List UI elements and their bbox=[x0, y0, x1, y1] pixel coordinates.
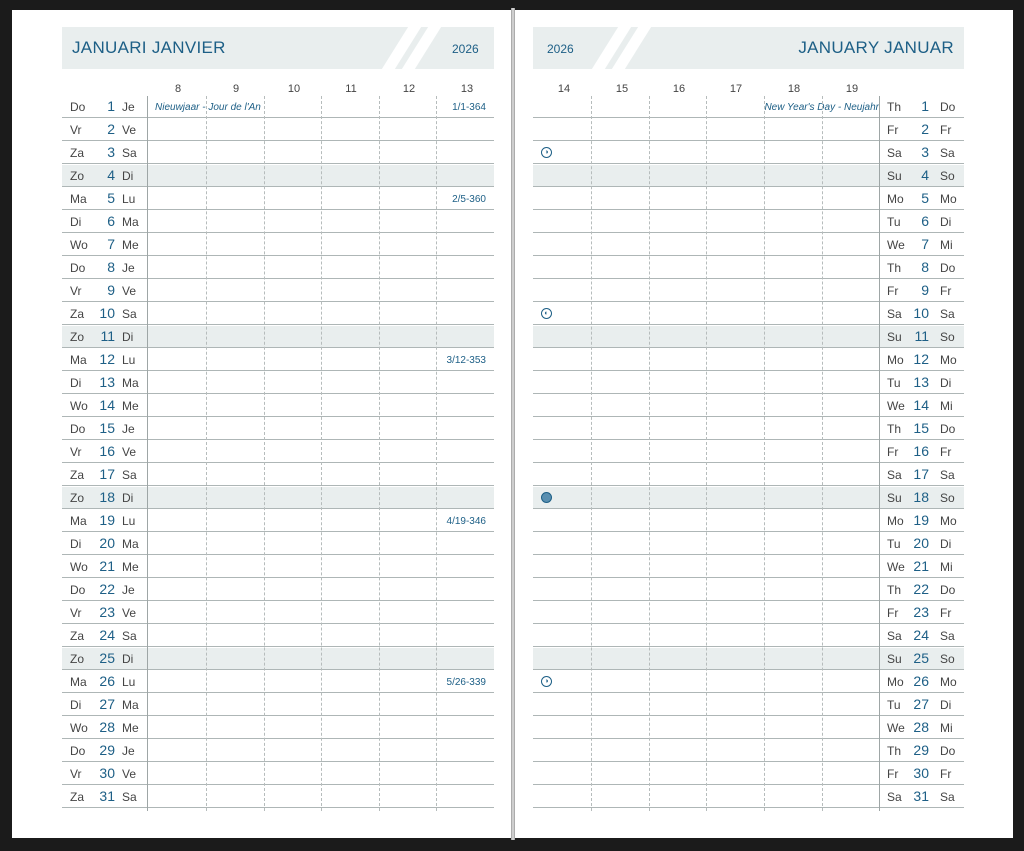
day-number: 8 bbox=[921, 259, 929, 275]
weekday-nl: Vr bbox=[70, 606, 82, 620]
weekday-nl: Ma bbox=[70, 192, 87, 206]
weekday-nl: Ma bbox=[70, 514, 87, 528]
weekday-de: Di bbox=[940, 215, 952, 229]
day-number: 28 bbox=[913, 719, 929, 735]
day-row[interactable] bbox=[533, 119, 964, 141]
day-number: 28 bbox=[99, 719, 115, 735]
day-number: 21 bbox=[99, 558, 115, 574]
day-row[interactable] bbox=[62, 556, 494, 578]
day-number: 22 bbox=[913, 581, 929, 597]
day-number: 1 bbox=[107, 98, 115, 114]
day-row[interactable] bbox=[62, 234, 494, 256]
day-row[interactable] bbox=[62, 96, 494, 118]
weekday-en: We bbox=[887, 560, 905, 574]
weekday-fr: Ve bbox=[122, 123, 137, 137]
week-number: 5/26-339 bbox=[446, 677, 486, 688]
day-row[interactable] bbox=[533, 579, 964, 601]
day-number: 13 bbox=[99, 374, 115, 390]
day-row[interactable] bbox=[62, 487, 494, 509]
day-row[interactable] bbox=[533, 257, 964, 279]
day-number: 11 bbox=[100, 328, 115, 344]
day-number: 3 bbox=[921, 144, 929, 160]
day-row[interactable] bbox=[533, 418, 964, 440]
day-number: 6 bbox=[107, 213, 115, 229]
hour-column-line bbox=[764, 96, 765, 811]
day-row[interactable] bbox=[62, 625, 494, 647]
weekday-de: Mo bbox=[940, 353, 957, 367]
day-number: 4 bbox=[921, 167, 929, 183]
weekday-fr: Sa bbox=[122, 629, 137, 643]
day-number: 19 bbox=[913, 512, 929, 528]
hour-column-line bbox=[436, 96, 437, 811]
weekday-en: Tu bbox=[887, 537, 901, 551]
weekday-fr: Me bbox=[122, 238, 139, 252]
day-number: 12 bbox=[913, 351, 929, 367]
day-number: 10 bbox=[99, 305, 115, 321]
weekday-en: Th bbox=[887, 100, 902, 114]
hour-label: 16 bbox=[672, 83, 686, 95]
day-row[interactable] bbox=[533, 763, 964, 785]
weekday-en: Mo bbox=[887, 675, 904, 689]
weekday-nl: Za bbox=[70, 790, 85, 804]
day-number: 21 bbox=[913, 558, 929, 574]
day-row[interactable] bbox=[62, 648, 494, 670]
day-number: 10 bbox=[913, 305, 929, 321]
weekday-nl: Ma bbox=[70, 353, 87, 367]
day-row[interactable] bbox=[533, 165, 964, 187]
weekday-en: Th bbox=[887, 744, 902, 758]
day-number: 12 bbox=[99, 351, 115, 367]
weekday-de: Mi bbox=[940, 560, 953, 574]
holiday-label: New Year's Day - Neujahr bbox=[764, 102, 879, 113]
weekday-de: Do bbox=[940, 261, 956, 275]
day-row[interactable] bbox=[533, 648, 964, 670]
day-number: 23 bbox=[99, 604, 115, 620]
weekday-fr: Ve bbox=[122, 284, 137, 298]
day-number: 4 bbox=[107, 167, 115, 183]
day-number: 26 bbox=[913, 673, 929, 689]
day-row[interactable] bbox=[533, 441, 964, 463]
first-quarter-moon-icon: ◑ bbox=[541, 147, 552, 158]
week-number: 2/5-360 bbox=[452, 194, 486, 205]
weekday-en: Sa bbox=[887, 629, 902, 643]
day-row[interactable] bbox=[533, 326, 964, 348]
weekday-en: Sa bbox=[887, 307, 902, 321]
hour-column-line bbox=[264, 96, 265, 811]
weekday-en: We bbox=[887, 399, 905, 413]
day-number: 2 bbox=[921, 121, 929, 137]
hour-column-line bbox=[649, 96, 650, 811]
weekday-nl: Vr bbox=[70, 445, 82, 459]
day-number: 30 bbox=[99, 765, 115, 781]
day-number: 13 bbox=[913, 374, 929, 390]
day-row[interactable] bbox=[62, 602, 494, 624]
weekday-de: Mi bbox=[940, 399, 953, 413]
hour-label: 9 bbox=[232, 83, 240, 95]
weekday-en: Fr bbox=[887, 445, 899, 459]
weekday-en: Mo bbox=[887, 192, 904, 206]
day-row[interactable] bbox=[533, 487, 964, 509]
day-row[interactable] bbox=[533, 556, 964, 578]
day-row[interactable] bbox=[533, 142, 964, 164]
day-number: 14 bbox=[99, 397, 115, 413]
day-row[interactable] bbox=[62, 579, 494, 601]
week-number: 1/1-364 bbox=[452, 102, 486, 113]
weekday-en: Tu bbox=[887, 376, 901, 390]
weekday-de: Di bbox=[940, 376, 952, 390]
weekday-de: Sa bbox=[940, 146, 955, 160]
day-row[interactable] bbox=[62, 786, 494, 808]
day-number: 27 bbox=[99, 696, 115, 712]
weekday-en: Fr bbox=[887, 123, 899, 137]
day-row[interactable] bbox=[533, 211, 964, 233]
weekday-fr: Sa bbox=[122, 468, 137, 482]
right-page bbox=[515, 10, 1013, 838]
weekday-en: We bbox=[887, 238, 905, 252]
left-year: 2026 bbox=[452, 42, 479, 56]
day-row[interactable] bbox=[533, 671, 964, 693]
hour-column-line bbox=[706, 96, 707, 811]
day-number: 14 bbox=[913, 397, 929, 413]
day-row[interactable] bbox=[62, 533, 494, 555]
day-number: 31 bbox=[913, 788, 929, 804]
hour-label: 10 bbox=[287, 83, 301, 95]
day-number: 9 bbox=[107, 282, 115, 298]
day-number: 29 bbox=[913, 742, 929, 758]
day-number: 26 bbox=[99, 673, 115, 689]
weekday-de: So bbox=[940, 652, 955, 666]
weekday-de: Fr bbox=[940, 606, 952, 620]
weekday-de: Do bbox=[940, 583, 956, 597]
weekday-nl: Do bbox=[70, 422, 86, 436]
weekday-en: Fr bbox=[887, 284, 899, 298]
day-number: 5 bbox=[921, 190, 929, 206]
weekday-en: Su bbox=[887, 652, 902, 666]
hour-label: 8 bbox=[174, 83, 182, 95]
new-moon-icon: ◑ bbox=[541, 676, 552, 687]
day-row[interactable] bbox=[533, 602, 964, 624]
weekday-de: Sa bbox=[940, 790, 955, 804]
day-number: 3 bbox=[107, 144, 115, 160]
day-number: 27 bbox=[913, 696, 929, 712]
weekday-nl: Wo bbox=[70, 560, 88, 574]
weekday-en: Fr bbox=[887, 606, 899, 620]
weekday-en: Sa bbox=[887, 146, 902, 160]
day-number: 23 bbox=[913, 604, 929, 620]
weekday-nl: Di bbox=[70, 376, 82, 390]
weekday-nl: Do bbox=[70, 261, 86, 275]
hour-column-line bbox=[147, 96, 148, 811]
left-month-title: JANUARI JANVIER bbox=[72, 38, 226, 57]
day-number: 16 bbox=[913, 443, 929, 459]
weekday-nl: Di bbox=[70, 698, 82, 712]
weekday-en: Th bbox=[887, 261, 902, 275]
weekday-en: Su bbox=[887, 169, 902, 183]
day-row[interactable] bbox=[533, 510, 964, 532]
day-number: 20 bbox=[99, 535, 115, 551]
day-row[interactable] bbox=[62, 694, 494, 716]
weekday-fr: Je bbox=[122, 261, 135, 275]
day-number: 8 bbox=[107, 259, 115, 275]
weekday-fr: Di bbox=[122, 169, 134, 183]
day-number: 7 bbox=[107, 236, 115, 252]
weekday-nl: Za bbox=[70, 307, 85, 321]
weekday-de: Di bbox=[940, 537, 952, 551]
weekday-en: Tu bbox=[887, 698, 901, 712]
weekday-nl: Wo bbox=[70, 721, 88, 735]
full-moon-icon bbox=[541, 492, 552, 503]
weekday-en: Su bbox=[887, 330, 902, 344]
weekday-de: So bbox=[940, 169, 955, 183]
weekday-fr: Di bbox=[122, 330, 134, 344]
day-row[interactable] bbox=[533, 234, 964, 256]
day-row[interactable] bbox=[62, 165, 494, 187]
day-row[interactable] bbox=[533, 372, 964, 394]
weekday-de: Mo bbox=[940, 192, 957, 206]
day-row[interactable] bbox=[62, 188, 494, 210]
day-number: 18 bbox=[99, 489, 115, 505]
weekday-en: Mo bbox=[887, 353, 904, 367]
day-number: 31 bbox=[99, 788, 115, 804]
weekday-nl: Zo bbox=[70, 330, 85, 344]
weekday-fr: Ve bbox=[122, 445, 137, 459]
weekday-fr: Je bbox=[122, 583, 135, 597]
weekday-nl: Do bbox=[70, 583, 86, 597]
day-number: 17 bbox=[913, 466, 929, 482]
weekday-de: Fr bbox=[940, 123, 952, 137]
day-row[interactable] bbox=[62, 372, 494, 394]
day-row[interactable] bbox=[62, 441, 494, 463]
left-month-header bbox=[62, 27, 494, 69]
day-row[interactable] bbox=[62, 326, 494, 348]
day-row[interactable] bbox=[533, 395, 964, 417]
hour-label: 17 bbox=[729, 83, 743, 95]
weekday-nl: Wo bbox=[70, 399, 88, 413]
weekday-de: Mo bbox=[940, 675, 957, 689]
day-number: 1 bbox=[921, 98, 929, 114]
weekday-de: Fr bbox=[940, 284, 952, 298]
day-row[interactable] bbox=[62, 257, 494, 279]
day-number: 24 bbox=[99, 627, 115, 643]
day-row[interactable] bbox=[533, 740, 964, 762]
weekday-nl: Do bbox=[70, 100, 86, 114]
day-number: 20 bbox=[913, 535, 929, 551]
day-number: 7 bbox=[921, 236, 929, 252]
day-row[interactable] bbox=[62, 418, 494, 440]
weekday-fr: Lu bbox=[122, 192, 136, 206]
weekday-fr: Me bbox=[122, 399, 139, 413]
day-row[interactable] bbox=[62, 395, 494, 417]
weekday-de: Do bbox=[940, 744, 956, 758]
day-number: 25 bbox=[913, 650, 929, 666]
day-row[interactable] bbox=[533, 96, 964, 118]
weekday-en: Su bbox=[887, 491, 902, 505]
day-number: 9 bbox=[921, 282, 929, 298]
weekday-nl: Wo bbox=[70, 238, 88, 252]
weekday-de: Di bbox=[940, 698, 952, 712]
day-number: 15 bbox=[99, 420, 115, 436]
weekday-nl: Zo bbox=[70, 652, 85, 666]
weekday-nl: Di bbox=[70, 537, 82, 551]
day-row[interactable] bbox=[533, 303, 964, 325]
weekday-de: So bbox=[940, 330, 955, 344]
weekday-fr: Je bbox=[122, 744, 135, 758]
hour-column-line bbox=[321, 96, 322, 811]
right-month-header bbox=[533, 27, 964, 69]
weekday-de: Sa bbox=[940, 629, 955, 643]
hour-column-line bbox=[822, 96, 823, 811]
day-number: 24 bbox=[913, 627, 929, 643]
day-row[interactable] bbox=[533, 786, 964, 808]
weekday-fr: Ma bbox=[122, 537, 139, 551]
day-row[interactable] bbox=[62, 763, 494, 785]
day-row[interactable] bbox=[62, 142, 494, 164]
day-row[interactable] bbox=[62, 211, 494, 233]
weekday-de: Mo bbox=[940, 514, 957, 528]
day-row[interactable] bbox=[62, 671, 494, 693]
day-row[interactable] bbox=[62, 464, 494, 486]
weekday-en: We bbox=[887, 721, 905, 735]
weekday-en: Sa bbox=[887, 468, 902, 482]
weekday-fr: Sa bbox=[122, 790, 137, 804]
weekday-de: Sa bbox=[940, 468, 955, 482]
weekday-de: Fr bbox=[940, 445, 952, 459]
day-number: 22 bbox=[99, 581, 115, 597]
hour-label: 13 bbox=[460, 83, 474, 95]
weekday-nl: Zo bbox=[70, 491, 85, 505]
weekday-de: So bbox=[940, 491, 955, 505]
day-number: 5 bbox=[107, 190, 115, 206]
weekday-nl: Di bbox=[70, 215, 82, 229]
weekday-de: Do bbox=[940, 100, 956, 114]
weekday-fr: Ma bbox=[122, 215, 139, 229]
weekday-en: Fr bbox=[887, 767, 899, 781]
day-number: 6 bbox=[921, 213, 929, 229]
weekday-fr: Lu bbox=[122, 675, 136, 689]
holiday-label: Nieuwjaar - Jour de l'An bbox=[155, 102, 261, 113]
day-row[interactable] bbox=[533, 625, 964, 647]
weekday-fr: Lu bbox=[122, 514, 136, 528]
day-number: 19 bbox=[99, 512, 115, 528]
hour-column-line bbox=[879, 96, 880, 811]
weekday-fr: Di bbox=[122, 652, 134, 666]
day-row[interactable] bbox=[533, 694, 964, 716]
hour-column-line bbox=[379, 96, 380, 811]
weekday-en: Tu bbox=[887, 215, 901, 229]
day-row[interactable] bbox=[62, 510, 494, 532]
weekday-fr: Ma bbox=[122, 698, 139, 712]
day-number: 30 bbox=[913, 765, 929, 781]
weekday-fr: Sa bbox=[122, 146, 137, 160]
weekday-nl: Za bbox=[70, 468, 85, 482]
day-number: 29 bbox=[99, 742, 115, 758]
weekday-fr: Lu bbox=[122, 353, 136, 367]
weekday-fr: Sa bbox=[122, 307, 137, 321]
day-number: 11 bbox=[914, 328, 929, 344]
day-row[interactable] bbox=[62, 303, 494, 325]
day-number: 15 bbox=[913, 420, 929, 436]
day-row[interactable] bbox=[62, 349, 494, 371]
weekday-nl: Za bbox=[70, 146, 85, 160]
hour-label: 14 bbox=[557, 83, 571, 95]
hour-label: 19 bbox=[845, 83, 859, 95]
weekday-de: Do bbox=[940, 422, 956, 436]
weekday-fr: Ve bbox=[122, 767, 137, 781]
day-row[interactable] bbox=[62, 740, 494, 762]
weekday-fr: Me bbox=[122, 560, 139, 574]
hour-label: 18 bbox=[787, 83, 801, 95]
day-row[interactable] bbox=[533, 280, 964, 302]
hour-label: 15 bbox=[615, 83, 629, 95]
day-number: 16 bbox=[99, 443, 115, 459]
weekday-nl: Vr bbox=[70, 767, 82, 781]
weekday-en: Th bbox=[887, 422, 902, 436]
day-number: 2 bbox=[107, 121, 115, 137]
right-year: 2026 bbox=[547, 42, 574, 56]
weekday-de: Sa bbox=[940, 307, 955, 321]
day-number: 18 bbox=[913, 489, 929, 505]
hour-label: 11 bbox=[345, 83, 357, 95]
weekday-nl: Vr bbox=[70, 284, 82, 298]
last-quarter-moon-icon: ◐ bbox=[541, 308, 552, 319]
hour-column-line bbox=[206, 96, 207, 811]
weekday-nl: Zo bbox=[70, 169, 85, 183]
hour-label: 12 bbox=[402, 83, 416, 95]
weekday-de: Mi bbox=[940, 238, 953, 252]
weekday-fr: Di bbox=[122, 491, 134, 505]
day-row[interactable] bbox=[533, 349, 964, 371]
weekday-en: Th bbox=[887, 583, 902, 597]
day-row[interactable] bbox=[62, 119, 494, 141]
weekday-de: Mi bbox=[940, 721, 953, 735]
weekday-fr: Ve bbox=[122, 606, 137, 620]
hour-column-line bbox=[591, 96, 592, 811]
week-number: 4/19-346 bbox=[446, 516, 486, 527]
weekday-fr: Ma bbox=[122, 376, 139, 390]
day-row[interactable] bbox=[533, 717, 964, 739]
week-number: 3/12-353 bbox=[446, 355, 486, 366]
weekday-nl: Za bbox=[70, 629, 85, 643]
day-row[interactable] bbox=[533, 533, 964, 555]
weekday-nl: Ma bbox=[70, 675, 87, 689]
left-page bbox=[12, 10, 511, 838]
weekday-nl: Vr bbox=[70, 123, 82, 137]
weekday-en: Mo bbox=[887, 514, 904, 528]
weekday-de: Fr bbox=[940, 767, 952, 781]
day-number: 25 bbox=[99, 650, 115, 666]
weekday-fr: Me bbox=[122, 721, 139, 735]
day-row[interactable] bbox=[533, 464, 964, 486]
day-row[interactable] bbox=[533, 188, 964, 210]
weekday-fr: Je bbox=[122, 100, 135, 114]
weekday-nl: Do bbox=[70, 744, 86, 758]
right-month-title: JANUARY JANUAR bbox=[798, 38, 954, 57]
weekday-fr: Je bbox=[122, 422, 135, 436]
weekday-en: Sa bbox=[887, 790, 902, 804]
day-row[interactable] bbox=[62, 717, 494, 739]
day-number: 17 bbox=[99, 466, 115, 482]
day-row[interactable] bbox=[62, 280, 494, 302]
